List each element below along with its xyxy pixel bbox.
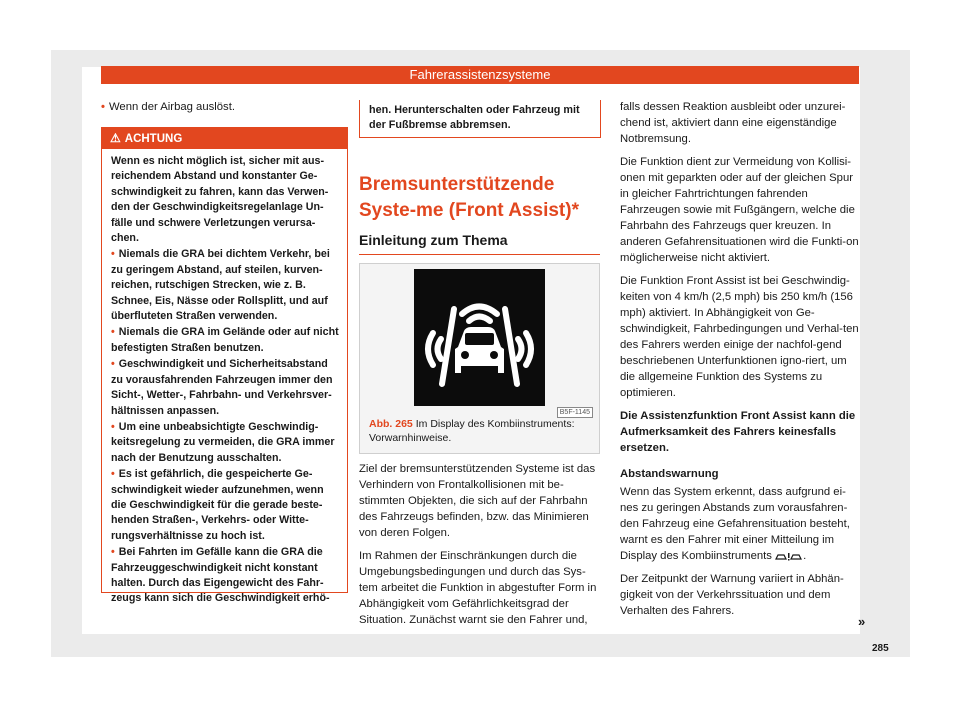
distance-warning-end: . bbox=[803, 550, 807, 562]
figure-caption bbox=[369, 418, 594, 445]
subheading: Abstandswarnung bbox=[620, 468, 719, 480]
warning-bullet: • Es ist gefährlich, die gespeicherte Ge-schwindigkeit wieder aufzunehmen, wenn die Geschwindigkeit für die gerade beste-henden Straßen-, Verkehrs- oder Witte-rungsverhältnisse zu hoch ist. bbox=[111, 467, 340, 544]
warning-title: ACHTUNG bbox=[124, 133, 183, 145]
car-distance-icon bbox=[775, 551, 803, 562]
warning-paragraph: Wenn es nicht möglich ist, sicher mit aus-reichendem Abstand und konstanter Ge-schwindigkeit zu fahren, kann das Verwen-den der Geschwindigkeitsregelanlage Un-fälle und schwere Verletzungen verursa-chen. bbox=[111, 155, 329, 245]
figure bbox=[359, 263, 600, 454]
page-number: 285 bbox=[872, 643, 889, 654]
warning-bullet: • Bei Fahrten im Gefälle kann die GRA die Fahrzeuggeschwindigkeit nicht konstant halten. Durch das Eigengewicht des Fahr-zeugs kann sich die Geschwindigkeit erhö- bbox=[111, 545, 340, 607]
warning-box bbox=[101, 127, 348, 605]
body-paragraph: Der Zeitpunkt der Warnung variiert in Abhän-gigkeit von der Verkehrssituation und dem Verhalten des Fahrers. bbox=[620, 573, 844, 617]
body-paragraph bbox=[620, 484, 860, 564]
continued-marker: » bbox=[858, 614, 866, 629]
body-paragraph: falls dessen Reaktion ausbleibt oder unzurei-chend ist, aktiviert dann eine eigenständige Notbremsung. bbox=[620, 101, 846, 145]
figure-caption-text: Im Display des Kombiinstruments: Vorwarnhinweise. bbox=[369, 418, 575, 444]
figure-number: Abb. 265 bbox=[369, 418, 413, 430]
warning-bullet: • Geschwindigkeit und Sicherheitsabstand zu vorausfahrenden Fahrzeugen immer den Sicht-, Wetter-, Fahrbahn- und Verkehrsver-hältnissen anpassen. bbox=[111, 357, 340, 419]
left-column bbox=[101, 99, 348, 122]
subsection-title: Einleitung zum Thema bbox=[359, 232, 600, 255]
bold-note: Die Assistenzfunktion Front Assist kann die Aufmerksamkeit des Fahrers keinesfalls ersetzen. bbox=[620, 410, 856, 454]
warning-continuation-box: hen. Herunterschalten oder Fahrzeug mit der Fußbremse abbremsen. bbox=[359, 100, 601, 138]
distance-warning-text: Wenn das System erkennt, dass aufgrund ei-nes zu geringen Abstands zum vorausfahren-den Fahrzeug eine Gefahrensituation besteht, warnt es den Fahrer mit einer Mitteilung im Display des Kombiinstruments bbox=[620, 486, 850, 562]
right-column bbox=[620, 99, 860, 626]
warning-bullet: • Niemals die GRA im Gelände oder auf nicht befestigten Straßen benutzen. bbox=[111, 325, 340, 356]
warning-triangle-icon: ⚠ bbox=[110, 131, 121, 145]
figure-code: B5F-1145 bbox=[557, 407, 593, 418]
warning-body bbox=[102, 149, 347, 607]
middle-text bbox=[359, 461, 603, 635]
front-assist-warning-icon bbox=[414, 269, 545, 406]
body-paragraph: Die Funktion Front Assist ist bei Geschwindig-keiten von 4 km/h (2,5 mph) bis 250 km/h (156 mph) aktiviert. In Abhängigkeit von Ge-schwindigkeit, Fahrbedingungen und Verhal-ten des Fahrers werden einige der nachfol-gend beschriebenen Unterfunktionen igno-riert, um die allgemeine Funktion des Systems zu optimieren. bbox=[620, 275, 859, 399]
chapter-header: Fahrerassistenzsysteme bbox=[101, 66, 859, 84]
body-paragraph: Die Funktion dient zur Vermeidung von Kollisi-onen mit geparkten oder auf der gleichen Spur in gleicher Fahrtrichtungen fahrenden Fahrzeugen sowie mit Fußgängern, welche die Fahrbahn des Fahrzeugs quer kreuzen. In anderen Gefahrensituationen wird die Funkti-on möglicherweise nicht aktiviert. bbox=[620, 156, 859, 264]
section-title: Bremsunterstützende Syste-me (Front Assist)* bbox=[359, 174, 579, 221]
body-paragraph: Im Rahmen der Einschränkungen durch die Umgebungsbedingungen und durch das Sys-tem arbeitet die Funktion in abgestufter Form in Abhängigkeit vom Gefährlichkeitsgrad der Situation. Zunächst warnt sie den Fahrer und, bbox=[359, 550, 597, 626]
instrument-display bbox=[414, 269, 545, 406]
body-paragraph: Ziel der bremsunterstützenden Systeme ist das Verhindern von Frontalkollisionen mit be-stimmten Objekten, die sich auf der Fahrbahn des Fahrzeugs befinden, bzw. das Minimieren von deren Folgen. bbox=[359, 463, 596, 539]
warning-bullet: • Niemals die GRA bei dichtem Verkehr, bei zu geringem Abstand, auf steilen, kurven-reichen, rutschigen Strecken, wie z. B. Schnee, Eis, Nässe oder Rollsplitt, und auf überfluteten Straßen verwenden. bbox=[111, 247, 340, 324]
warning-bullet: • Um eine unbeabsichtigte Geschwindig-keitsregelung zu vermeiden, die GRA immer nach der Benutzung ausschalten. bbox=[111, 420, 340, 466]
warning-header bbox=[102, 128, 347, 149]
intro-bullet: • Wenn der Airbag auslöst. bbox=[101, 99, 348, 115]
